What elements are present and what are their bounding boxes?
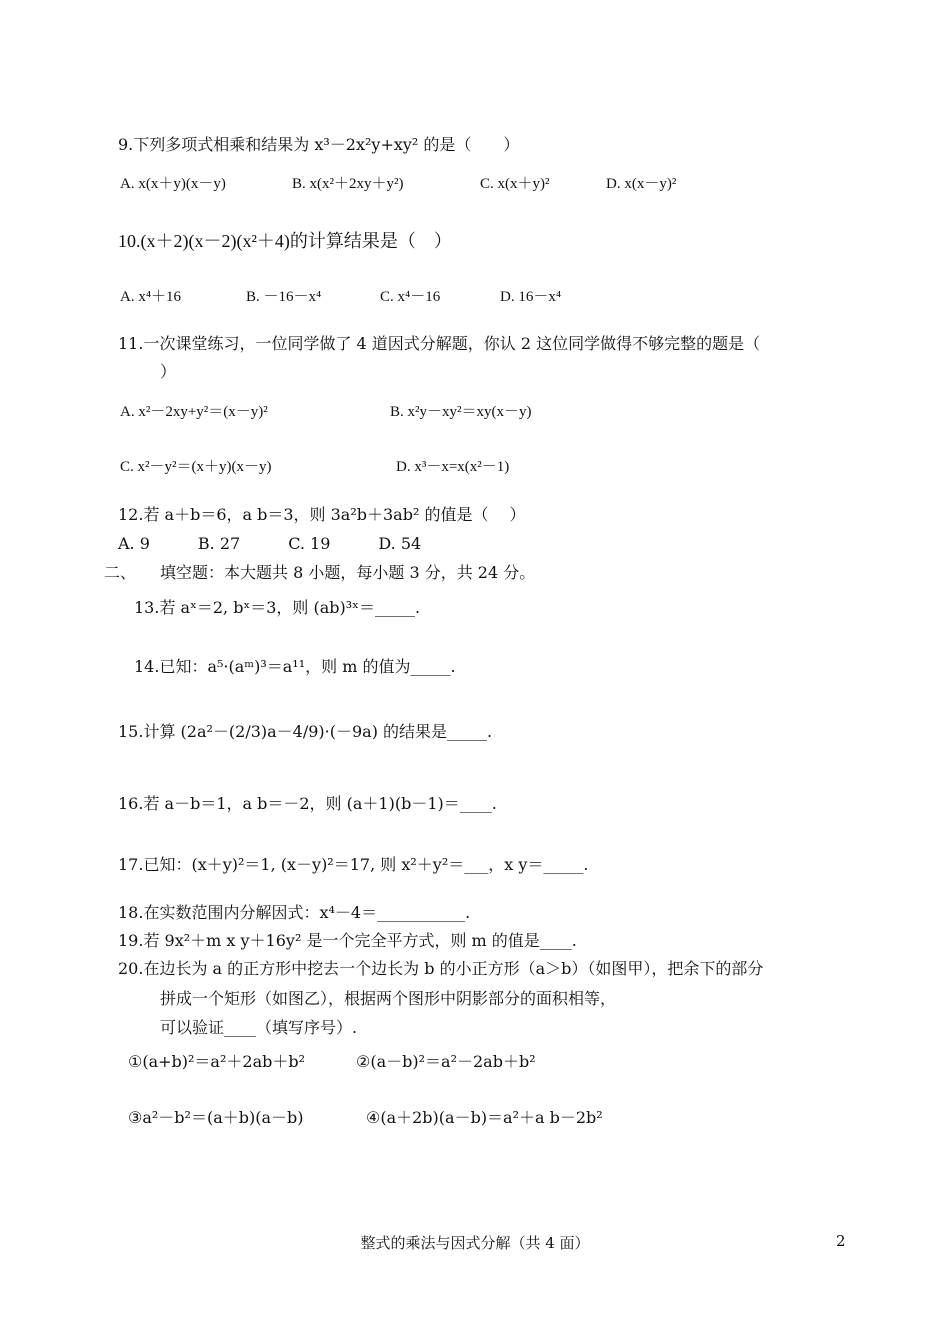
q11-option-d: D. x³－x=x(x²－1) (396, 459, 510, 475)
question-9-stem: 9.下列多项式相乘和结果为 x³－2x²y+xy² 的是（ ） (118, 135, 520, 154)
question-12-stem: 12.若 a＋b＝6，a b＝3，则 3a²b＋3ab² 的值是（ ） (118, 505, 526, 524)
q11-option-a: A. x²－2xy+y²＝(x－y)² (120, 404, 268, 420)
q9-option-c: C. x(x＋y)² (480, 176, 550, 192)
question-19: 19.若 9x²＋m x y＋16y² 是一个完全平方式，则 m 的值是____. (118, 931, 577, 950)
q20-option-2: ②(a－b)²＝a²－2ab＋b² (356, 1052, 536, 1071)
q20-option-1: ①(a+b)²＝a²＋2ab＋b² (128, 1052, 306, 1071)
page-number: 2 (836, 1232, 846, 1250)
question-13: 13.若 aˣ＝2, bˣ＝3，则 (ab)³ˣ＝_____. (134, 598, 421, 617)
q12-options: A. 9 B. 27 C. 19 D. 54 (118, 534, 422, 553)
q20-option-3: ③a²－b²＝(a＋b)(a－b) (128, 1108, 304, 1127)
question-20-line3: 可以验证____（填写序号）. (160, 1018, 358, 1037)
question-15: 15.计算 (2a²－(2/3)a－4/9)·(－9a) 的结果是_____. (118, 722, 493, 741)
question-11-stem-line1: 11.一次课堂练习，一位同学做了 4 道因式分解题，你认 2 这位同学做得不够完整的题是（ (118, 334, 761, 353)
question-20-line2: 拼成一个矩形（如图乙），根据两个图形中阴影部分的面积相等， (160, 989, 617, 1008)
question-18: 18.在实数范围内分解因式：x⁴－4＝___________. (118, 903, 471, 922)
page-footer-title: 整式的乘法与因式分解（共 4 面） (360, 1234, 590, 1252)
question-20-line1: 20.在边长为 a 的正方形中挖去一个边长为 b 的小正方形（a＞b）（如图甲），把余下的部分 (118, 959, 764, 978)
question-14: 14.已知：a⁵·(aᵐ)³＝a¹¹，则 m 的值为_____. (134, 657, 456, 676)
question-16: 16.若 a－b＝1，a b＝－2，则 (a＋1)(b－1)＝____. (118, 794, 497, 813)
q11-option-c: C. x²－y²＝(x＋y)(x－y) (120, 459, 272, 475)
question-10-stem: 10.(x＋2)(x－2)(x²＋4)的计算结果是（ ） (118, 231, 452, 251)
q11-option-b: B. x²y－xy²＝xy(x－y) (390, 404, 532, 420)
q9-option-a: A. x(x＋y)(x－y) (120, 176, 226, 192)
question-17: 17.已知：(x＋y)²＝1, (x－y)²＝17, 则 x²＋y²＝___，x y＝_____. (118, 855, 589, 874)
q9-option-b: B. x(x²＋2xy＋y²) (292, 176, 404, 192)
q10-option-c: C. x⁴－16 (380, 289, 441, 305)
q10-option-b: B. －16－x⁴ (246, 289, 322, 305)
q10-option-a: A. x⁴＋16 (120, 289, 182, 305)
q9-option-d: D. x(x－y)² (606, 176, 677, 192)
q10-option-d: D. 16－x⁴ (500, 289, 562, 305)
question-11-stem-line2: ） (160, 362, 177, 381)
q20-option-4: ④(a＋2b)(a－b)＝a²＋a b－2b² (366, 1108, 603, 1127)
section-2-heading: 二、 填空题：本大题共 8 小题，每小题 3 分，共 24 分。 (104, 563, 536, 582)
